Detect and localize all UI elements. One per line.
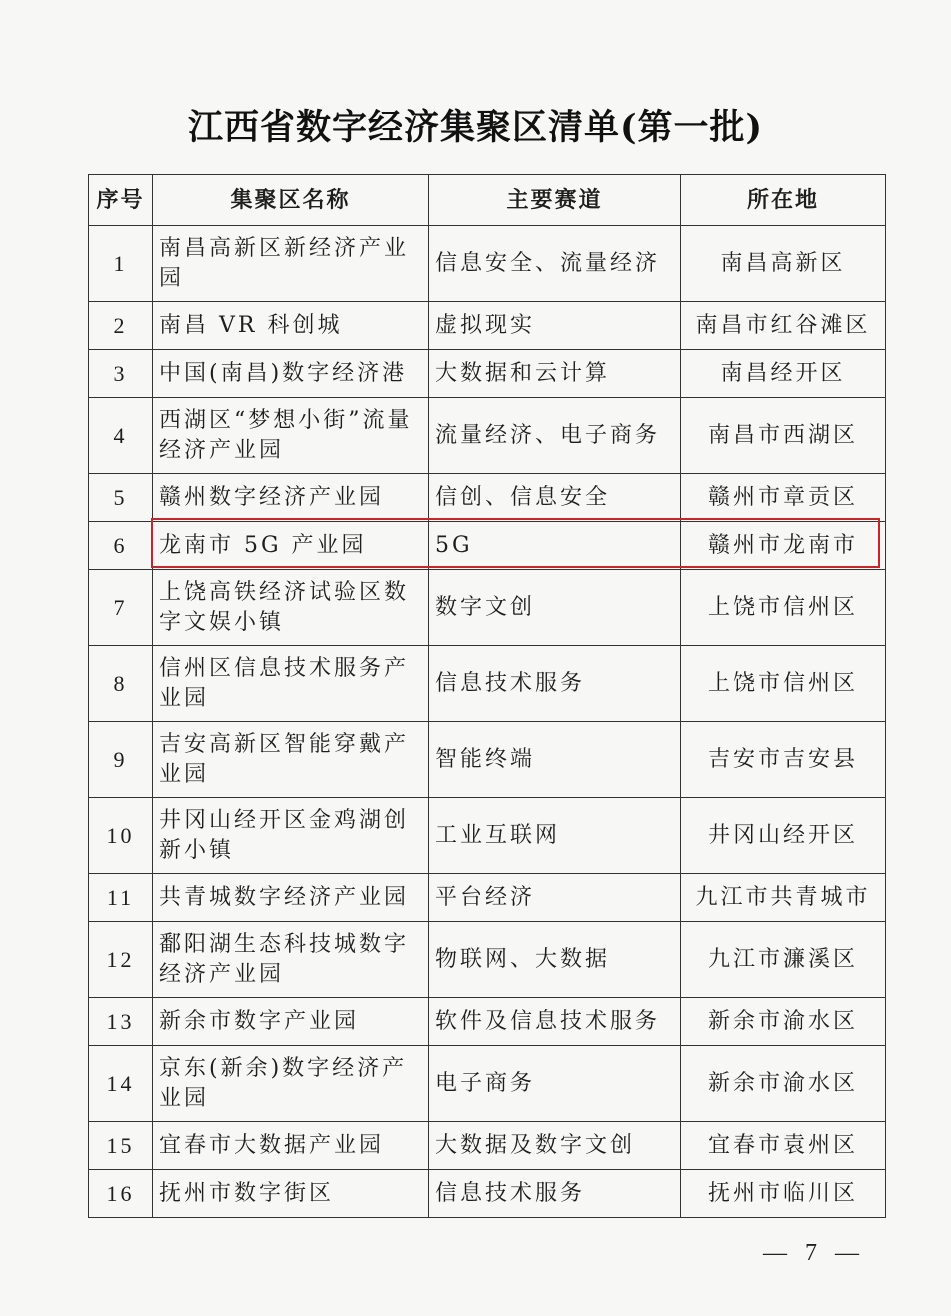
row-serial: 16 bbox=[89, 1170, 153, 1218]
row-cluster-name: 鄱阳湖生态科技城数字经济产业园 bbox=[153, 922, 429, 998]
row-serial: 3 bbox=[89, 350, 153, 398]
row-main-track: 平台经济 bbox=[429, 874, 681, 922]
table-row bbox=[89, 570, 886, 646]
table-row bbox=[89, 302, 886, 350]
table-row bbox=[89, 1122, 886, 1170]
row-location: 九江市濂溪区 bbox=[681, 922, 886, 998]
header-location: 所在地 bbox=[681, 175, 886, 226]
row-serial: 12 bbox=[89, 922, 153, 998]
header-main-track: 主要赛道 bbox=[429, 175, 681, 226]
row-cluster-name: 吉安高新区智能穿戴产业园 bbox=[153, 722, 429, 798]
row-cluster-name: 抚州市数字街区 bbox=[153, 1170, 429, 1218]
table-row bbox=[89, 226, 886, 302]
document-title: 江西省数字经济集聚区清单(第一批) bbox=[187, 107, 764, 148]
row-main-track: 信息技术服务 bbox=[429, 646, 681, 722]
row-location: 赣州市龙南市 bbox=[681, 522, 886, 570]
row-serial: 1 bbox=[89, 226, 153, 302]
row-serial: 5 bbox=[89, 474, 153, 522]
row-cluster-name: 南昌 VR 科创城 bbox=[153, 302, 429, 350]
row-main-track: 智能终端 bbox=[429, 722, 681, 798]
row-serial: 13 bbox=[89, 998, 153, 1046]
row-cluster-name: 井冈山经开区金鸡湖创新小镇 bbox=[153, 798, 429, 874]
row-location: 宜春市袁州区 bbox=[681, 1122, 886, 1170]
row-location: 吉安市吉安县 bbox=[681, 722, 886, 798]
table-header-row bbox=[89, 175, 886, 226]
table-row bbox=[89, 874, 886, 922]
row-location: 南昌市西湖区 bbox=[681, 398, 886, 474]
row-location: 抚州市临川区 bbox=[681, 1170, 886, 1218]
row-cluster-name: 赣州数字经济产业园 bbox=[153, 474, 429, 522]
row-cluster-name: 南昌高新区新经济产业园 bbox=[153, 226, 429, 302]
row-serial: 14 bbox=[89, 1046, 153, 1122]
row-cluster-name: 宜春市大数据产业园 bbox=[153, 1122, 429, 1170]
row-serial: 15 bbox=[89, 1122, 153, 1170]
row-cluster-name: 新余市数字产业园 bbox=[153, 998, 429, 1046]
row-cluster-name: 龙南市 5G 产业园 bbox=[153, 522, 429, 570]
row-serial: 10 bbox=[89, 798, 153, 874]
header-serial: 序号 bbox=[89, 175, 153, 226]
row-main-track: 电子商务 bbox=[429, 1046, 681, 1122]
row-main-track: 信息安全、流量经济 bbox=[429, 226, 681, 302]
row-main-track: 大数据和云计算 bbox=[429, 350, 681, 398]
row-serial: 6 bbox=[89, 522, 153, 570]
row-cluster-name: 共青城数字经济产业园 bbox=[153, 874, 429, 922]
row-location: 赣州市章贡区 bbox=[681, 474, 886, 522]
table-row bbox=[89, 922, 886, 998]
row-main-track: 虚拟现实 bbox=[429, 302, 681, 350]
table-row bbox=[89, 722, 886, 798]
table-row bbox=[89, 646, 886, 722]
table-row bbox=[89, 474, 886, 522]
table-row bbox=[89, 522, 886, 570]
row-main-track: 物联网、大数据 bbox=[429, 922, 681, 998]
row-main-track: 5G bbox=[429, 522, 681, 570]
row-location: 上饶市信州区 bbox=[681, 646, 886, 722]
row-location: 新余市渝水区 bbox=[681, 1046, 886, 1122]
row-serial: 8 bbox=[89, 646, 153, 722]
table-row bbox=[89, 398, 886, 474]
row-location: 南昌高新区 bbox=[681, 226, 886, 302]
page-number: — 7 — bbox=[763, 1240, 865, 1266]
row-cluster-name: 中国(南昌)数字经济港 bbox=[153, 350, 429, 398]
row-cluster-name: 京东(新余)数字经济产业园 bbox=[153, 1046, 429, 1122]
row-serial: 2 bbox=[89, 302, 153, 350]
row-serial: 4 bbox=[89, 398, 153, 474]
table-row bbox=[89, 998, 886, 1046]
row-location: 新余市渝水区 bbox=[681, 998, 886, 1046]
row-serial: 9 bbox=[89, 722, 153, 798]
row-main-track: 数字文创 bbox=[429, 570, 681, 646]
row-main-track: 大数据及数字文创 bbox=[429, 1122, 681, 1170]
row-cluster-name: 西湖区“梦想小街”流量经济产业园 bbox=[153, 398, 429, 474]
row-main-track: 工业互联网 bbox=[429, 798, 681, 874]
row-cluster-name: 上饶高铁经济试验区数字文娱小镇 bbox=[153, 570, 429, 646]
table-row bbox=[89, 798, 886, 874]
row-location: 南昌市红谷滩区 bbox=[681, 302, 886, 350]
table-row bbox=[89, 1170, 886, 1218]
cluster-list-table bbox=[88, 174, 886, 1218]
row-location: 南昌经开区 bbox=[681, 350, 886, 398]
row-serial: 11 bbox=[89, 874, 153, 922]
row-serial: 7 bbox=[89, 570, 153, 646]
row-main-track: 信创、信息安全 bbox=[429, 474, 681, 522]
row-main-track: 软件及信息技术服务 bbox=[429, 998, 681, 1046]
header-cluster-name: 集聚区名称 bbox=[153, 175, 429, 226]
row-main-track: 流量经济、电子商务 bbox=[429, 398, 681, 474]
table-row bbox=[89, 1046, 886, 1122]
row-location: 九江市共青城市 bbox=[681, 874, 886, 922]
table-row bbox=[89, 350, 886, 398]
row-location: 上饶市信州区 bbox=[681, 570, 886, 646]
row-main-track: 信息技术服务 bbox=[429, 1170, 681, 1218]
row-location: 井冈山经开区 bbox=[681, 798, 886, 874]
row-cluster-name: 信州区信息技术服务产业园 bbox=[153, 646, 429, 722]
